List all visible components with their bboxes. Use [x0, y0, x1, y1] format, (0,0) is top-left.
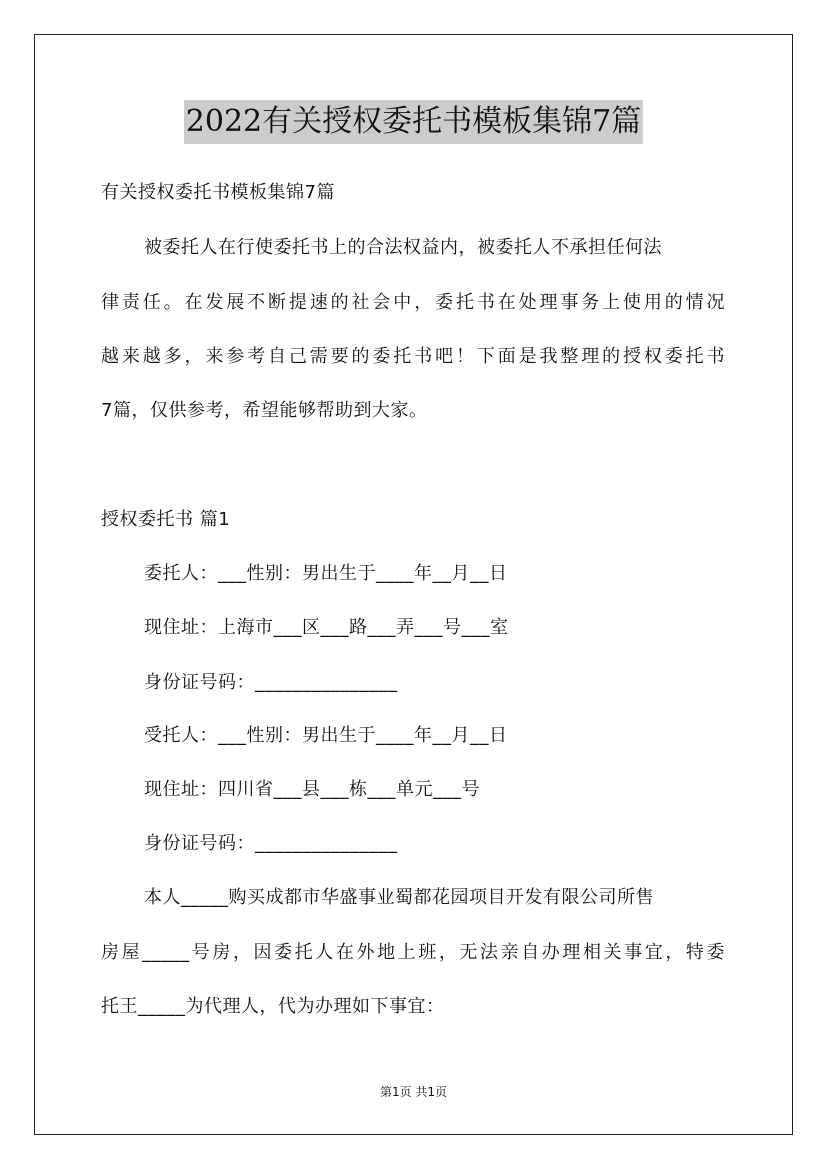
field-principal-address: 现住址：上海市___区___路___弄___号___室: [144, 617, 509, 638]
field-principal-id: 身份证号码：_______________: [144, 672, 398, 693]
section-heading: 授权委托书 篇1: [101, 509, 231, 530]
field-agent: 受托人：___性别：男出生于____年__月__日: [144, 725, 508, 746]
page-footer: 第1页 共1页: [379, 1085, 448, 1099]
body-line-1: 本人_____购买成都市华盛事业蜀都花园项目开发有限公司所售: [144, 887, 654, 908]
document-subtitle: 有关授权委托书模板集锦7篇: [101, 182, 335, 203]
field-agent-address: 现住址：四川省___县___栋___单元___号: [144, 779, 480, 800]
document-title: 2022有关授权委托书模板集锦7篇: [184, 100, 643, 144]
body-line-2: 房屋_____号房，因委托人在外地上班，无法亲自办理相关事宜，特委: [101, 942, 725, 963]
intro-line-4: 7篇，仅供参考，希望能够帮助到大家。: [101, 400, 428, 421]
intro-line-2: 律责任。在发展不断提速的社会中，委托书在处理事务上使用的情况: [101, 292, 725, 313]
body-line-3: 托王_____为代理人，代为办理如下事宜：: [101, 996, 445, 1017]
document-title-wrap: [0, 100, 827, 144]
field-agent-id: 身份证号码：_______________: [144, 833, 398, 854]
intro-line-1: 被委托人在行使委托书上的合法权益内，被委托人不承担任何法: [144, 237, 662, 258]
field-principal: 委托人：___性别：男出生于____年__月__日: [144, 563, 508, 584]
intro-line-3: 越来越多，来参考自己需要的委托书吧！下面是我整理的授权委托书: [101, 346, 725, 367]
